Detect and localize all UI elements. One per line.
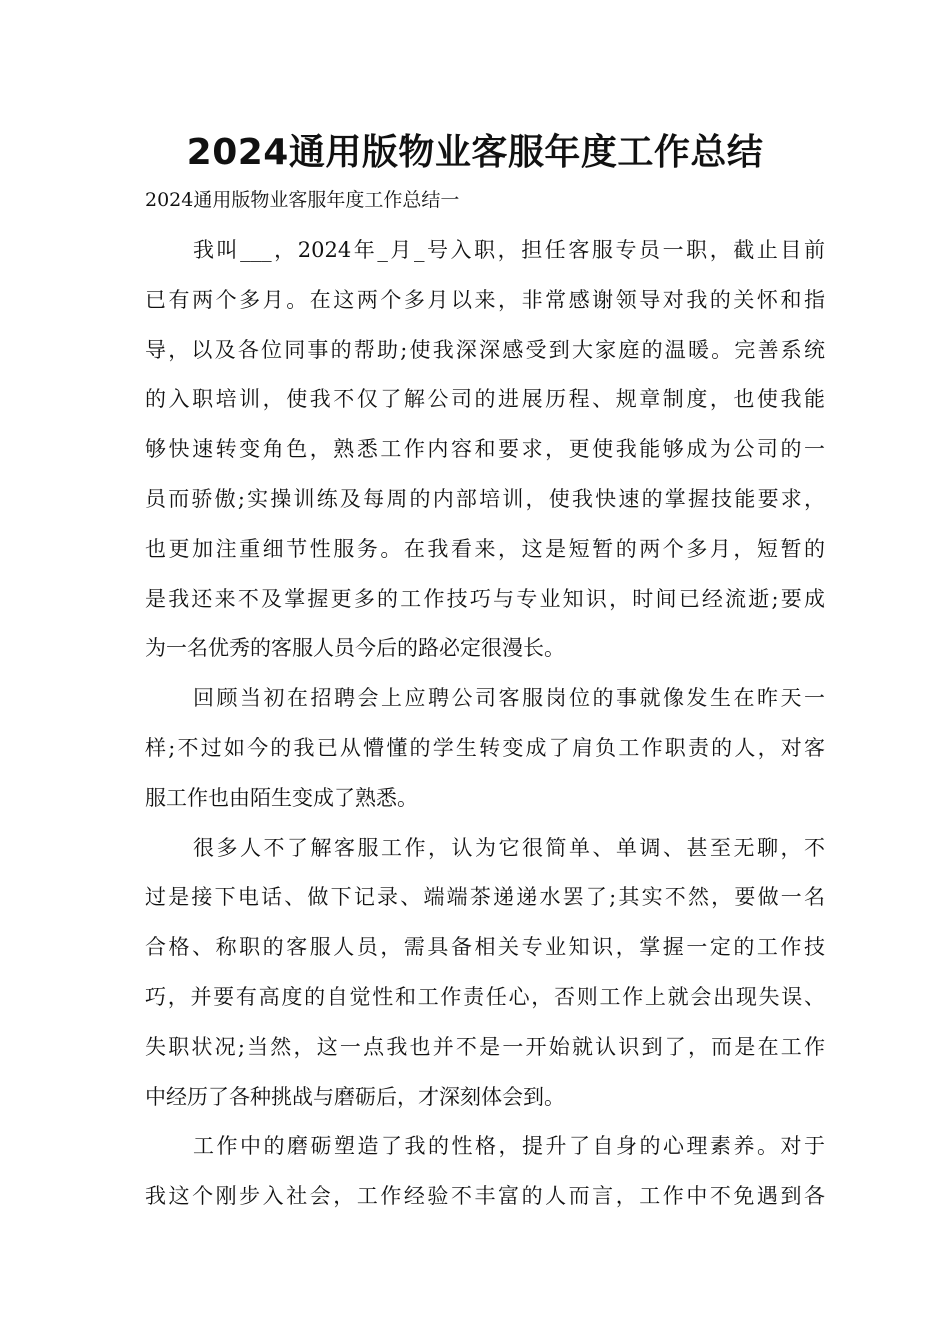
paragraph-line: 员而骄傲;实操训练及每周的内部培训，使我快速的掌握技能要求， — [145, 487, 825, 511]
paragraph-line: 巧，并要有高度的自觉性和工作责任心，否则工作上就会出现失误、 — [145, 985, 825, 1009]
paragraph-line: 够快速转变角色，熟悉工作内容和要求，更使我能够成为公司的一 — [145, 437, 825, 461]
paragraph-line: 服工作也由陌生变成了熟悉。 — [145, 786, 418, 810]
paragraph-line: 过是接下电话、做下记录、端端茶递递水罢了;其实不然，要做一名 — [145, 885, 825, 909]
section-heading: 2024通用版物业客服年度工作总结一 — [145, 189, 460, 211]
paragraph-line: 我叫___，2024年_月_号入职，担任客服专员一职，截止目前 — [193, 238, 825, 262]
paragraph-line: 导，以及各位同事的帮助;使我深深感受到大家庭的温暖。完善系统 — [145, 338, 825, 362]
paragraph-line: 很多人不了解客服工作，认为它很简单、单调、甚至无聊，不 — [193, 836, 825, 860]
paragraph-line: 工作中的磨砺塑造了我的性格，提升了自身的心理素养。对于 — [193, 1134, 825, 1158]
paragraph-line: 是我还来不及掌握更多的工作技巧与专业知识，时间已经流逝;要成 — [145, 587, 825, 611]
paragraph-line: 也更加注重细节性服务。在我看来，这是短暂的两个多月，短暂的 — [145, 537, 825, 561]
paragraph-line: 样;不过如今的我已从懵懂的学生转变成了肩负工作职责的人，对客 — [145, 736, 825, 760]
paragraph-line: 合格、称职的客服人员，需具备相关专业知识，掌握一定的工作技 — [145, 935, 825, 959]
paragraph-line: 为一名优秀的客服人员今后的路必定很漫长。 — [145, 636, 565, 660]
paragraph-line: 失职状况;当然，这一点我也并不是一开始就认识到了，而是在工作 — [145, 1035, 825, 1059]
paragraph-line: 我这个刚步入社会，工作经验不丰富的人而言，工作中不免遇到各 — [145, 1184, 825, 1208]
paragraph-line: 已有两个多月。在这两个多月以来，非常感谢领导对我的关怀和指 — [145, 288, 825, 312]
paragraph-line: 的入职培训，使我不仅了解公司的进展历程、规章制度，也使我能 — [145, 387, 825, 411]
document-title: 2024通用版物业客服年度工作总结 — [186, 132, 764, 173]
paragraph-line: 中经历了各种挑战与磨砺后，才深刻体会到。 — [145, 1085, 565, 1109]
paragraph-line: 回顾当初在招聘会上应聘公司客服岗位的事就像发生在昨天一 — [193, 686, 825, 710]
